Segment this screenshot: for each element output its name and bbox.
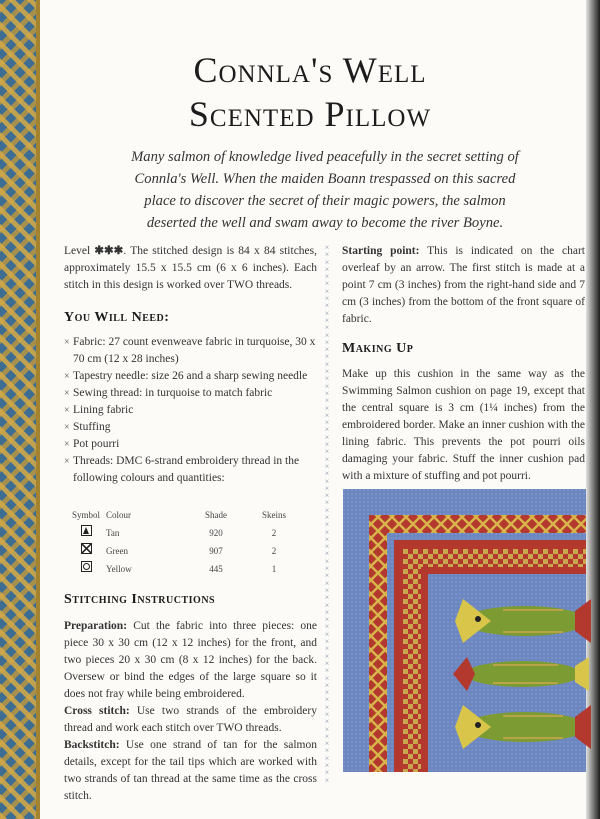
starting-point-text: This is indicated on the chart overleaf by an arrow. The first stitch is made at a point 7 cm (3 inches) from the right-hand side and 7 cm (3 inches) from the bottom of the front square of fabric.	[342, 245, 585, 325]
level-stars: ✱✱✱	[94, 245, 124, 257]
table-row	[66, 560, 302, 578]
level-paragraph: Level ✱✱✱. The stitched design is 84 x 84 stitches, approximately 15.5 x 15.5 cm (6 x 6 inches). Each stitch in this design is worked over TWO threads.	[64, 245, 318, 291]
level-label: Level	[64, 245, 91, 257]
you-will-need-heading: You Will Need:	[64, 310, 170, 325]
list-item: × Threads: DMC 6-strand embroidery thread in the following colours and quantities:	[64, 453, 317, 487]
skeins-cell: 1	[271, 563, 277, 574]
embroidery-photo	[343, 489, 586, 772]
shade-cell: 920	[209, 527, 223, 538]
list-item: × Fabric: 27 count evenweave fabric in turquoise, 30 x 70 cm (12 x 28 inches)	[64, 334, 317, 368]
materials-list	[64, 334, 317, 487]
backstitch-label: Backstitch:	[64, 739, 120, 751]
preparation-label: Preparation:	[64, 620, 128, 632]
list-item: × Stuffing	[64, 419, 317, 436]
making-up-heading: Making Up	[342, 341, 414, 356]
table-header-row	[66, 507, 302, 524]
header-skeins: Skeins	[261, 510, 286, 520]
header-symbol: Symbol	[71, 510, 100, 520]
header-shade: Shade	[205, 510, 227, 520]
ring-symbol-icon	[81, 561, 92, 572]
celtic-border-strip	[0, 0, 40, 819]
table-row	[66, 542, 302, 560]
list-item: × Tapestry needle: size 26 and a sharp sewing needle	[64, 368, 317, 385]
backstitch-text: Use one strand of tan for the salmon details, except for the tail tips which are worked with two strands of tan thread at the same time as the cross stitch.	[64, 739, 317, 802]
skeins-cell: 2	[271, 545, 277, 556]
right-column	[342, 243, 585, 485]
colour-cell: Yellow	[106, 563, 132, 574]
colour-cell: Green	[106, 545, 128, 556]
making-up-paragraph: Make up this cushion in the same way as the Swimming Salmon cushion on page 19, except that the central square is 3 cm (1¼ inches) from the embroidered border. Make an inner cushion with the lining fabric. This prevents the pot pourri oils damaging your fabric. Stuff the inner cushion pad with a mixture of stuffing and pot pourri.	[342, 368, 585, 482]
thread-table	[66, 507, 302, 578]
level-text: The stitched design is 84 x 84 stitches, approximately 15.5 x 15.5 cm (6 x 6 inches). Each stitch in this design is worked over TWO threads.	[64, 245, 318, 291]
starting-point-paragraph	[342, 243, 585, 328]
table-row	[66, 524, 302, 542]
backstitch-paragraph	[64, 737, 317, 805]
skeins-cell: 2	[271, 527, 277, 538]
embroidery-illustration	[343, 489, 586, 772]
list-item: × Lining fabric	[64, 402, 317, 419]
preparation-paragraph	[64, 618, 317, 703]
shade-cell: 445	[209, 563, 223, 574]
preparation-text: Cut the fabric into three pieces: one piece 30 x 30 cm (12 x 12 inches) for the front, and two pieces 20 x 30 cm (8 x 12 inches) for the back. Oversew or bind the edges of the large square so it does not fray while being embroidered.	[64, 620, 317, 700]
shade-cell: 907	[209, 545, 223, 556]
cross-symbol-icon	[81, 543, 92, 554]
starting-point-label: Starting point:	[342, 245, 420, 257]
column-divider: ××××××××××××××××××××××××××××××××××××××××××××××××××××××××××××××××××××××××××	[324, 243, 330, 785]
header-colour: Colour	[106, 510, 132, 520]
cross-stitch-text: Use two strands of the embroidery thread and work each stitch over TWO threads.	[64, 705, 317, 734]
cross-stitch-label: Cross stitch:	[64, 705, 130, 717]
title-line-1: Connla's Well	[193, 50, 427, 90]
page-edge	[586, 0, 600, 819]
triangle-symbol-icon	[81, 525, 92, 536]
title-line-2: Scented Pillow	[188, 94, 432, 134]
stitching-heading: Stitching Instructions	[64, 592, 216, 607]
page-title	[60, 48, 560, 136]
left-column	[64, 243, 317, 805]
intro-paragraph: Many salmon of knowledge lived peacefully in the secret setting of Connla's Well. When the maiden Boann trespassed on this sacred place to discover the secret of their magic powers, the salmon deserted the well and swam away to become the river Boyne.	[131, 149, 519, 231]
colour-cell: Tan	[106, 527, 120, 538]
list-item: × Pot pourri	[64, 436, 317, 453]
list-item: × Sewing thread: in turquoise to match fabric	[64, 385, 317, 402]
cross-stitch-paragraph	[64, 703, 317, 737]
